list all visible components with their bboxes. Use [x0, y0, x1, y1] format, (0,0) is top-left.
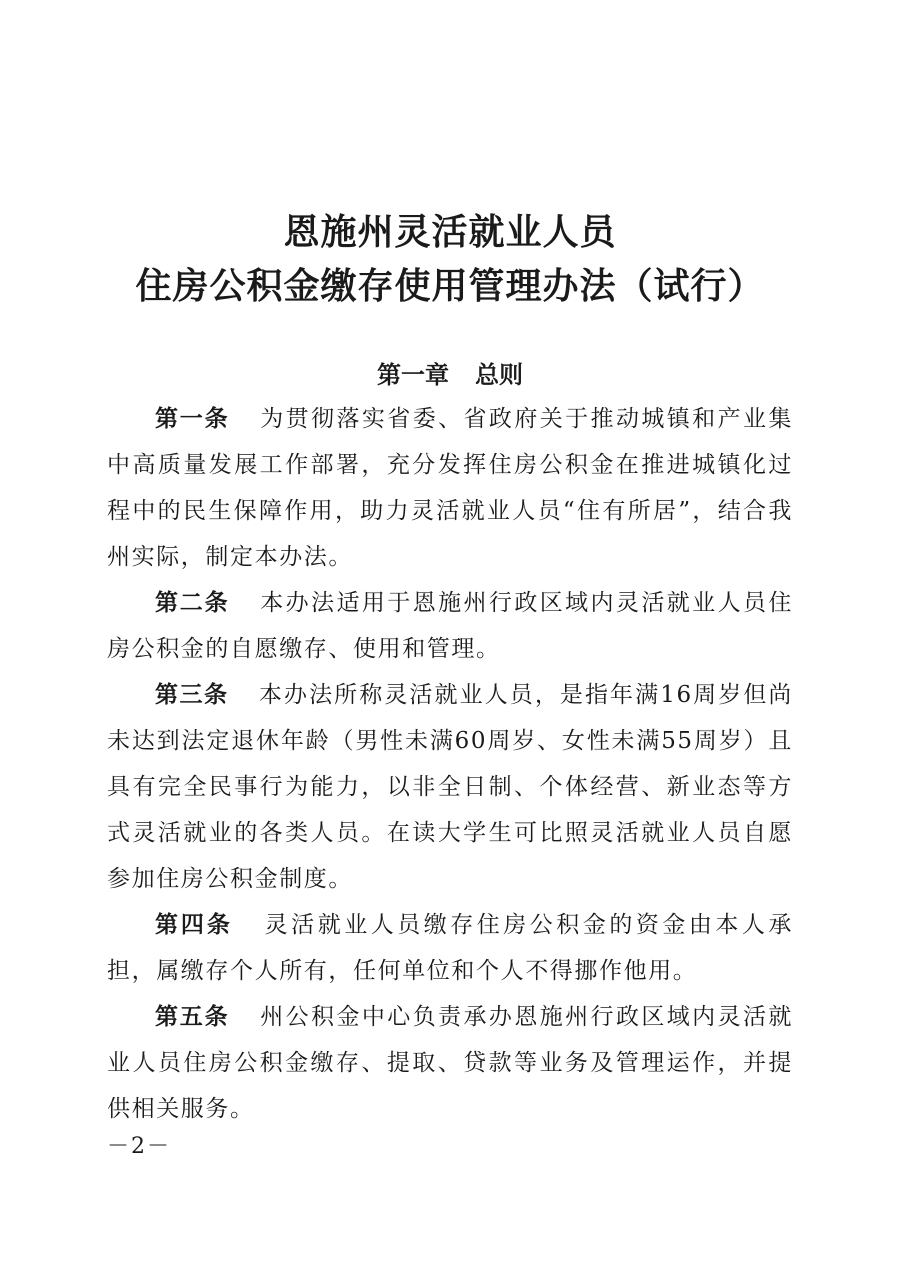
chapter-heading — [0, 356, 900, 394]
article-3-label: 第三条 — [155, 682, 229, 708]
article-1-label: 第一条 — [155, 406, 230, 432]
article-1 — [107, 396, 793, 580]
article-4-label: 第四条 — [155, 912, 233, 938]
document-title-line-1: 恩施州灵活就业人员 — [283, 212, 617, 253]
page-number: －2－ — [107, 1134, 171, 1159]
article-5-text: 州公积金中心负责承办恩施州行政区域内灵活就业人员住房公积金缴存、提取、贷款等业务及管理运作，并提供相关服务。 — [107, 1004, 794, 1122]
article-2 — [107, 580, 793, 672]
article-4-text: 灵活就业人员缴存住房公积金的资金由本人承担，属缴存个人所有，任何单位和个人不得挪作他用。 — [107, 912, 794, 984]
chapter-name: 总则 — [475, 361, 523, 389]
article-1-text: 为贯彻落实省委、省政府关于推动城镇和产业集中高质量发展工作部署，充分发挥住房公积金在推进城镇化过程中的民生保障作用，助力灵活就业人员“住有所居”，结合我州实际，制定本办法。 — [107, 406, 794, 570]
article-2-text: 本办法适用于恩施州行政区域内灵活就业人员住房公积金的自愿缴存、使用和管理。 — [107, 590, 794, 662]
article-5-label: 第五条 — [155, 1004, 230, 1030]
document-body — [107, 396, 793, 1132]
article-5 — [107, 994, 793, 1132]
article-3-text: 本办法所称灵活就业人员，是指年满16周岁但尚未达到法定退休年龄（男性未满60周岁、女性未满55周岁）且具有完全民事行为能力，以非全日制、个体经营、新业态等方式灵活就业的各类人员。在读大学生可比照灵活就业人员自愿参加住房公积金制度。 — [107, 682, 794, 892]
article-3 — [107, 672, 793, 902]
article-2-label: 第二条 — [155, 590, 230, 616]
article-4 — [107, 902, 793, 994]
document-title-line-2: 住房公积金缴存使用管理办法（试行） — [135, 266, 765, 307]
chapter-number: 第一章 — [377, 361, 449, 389]
